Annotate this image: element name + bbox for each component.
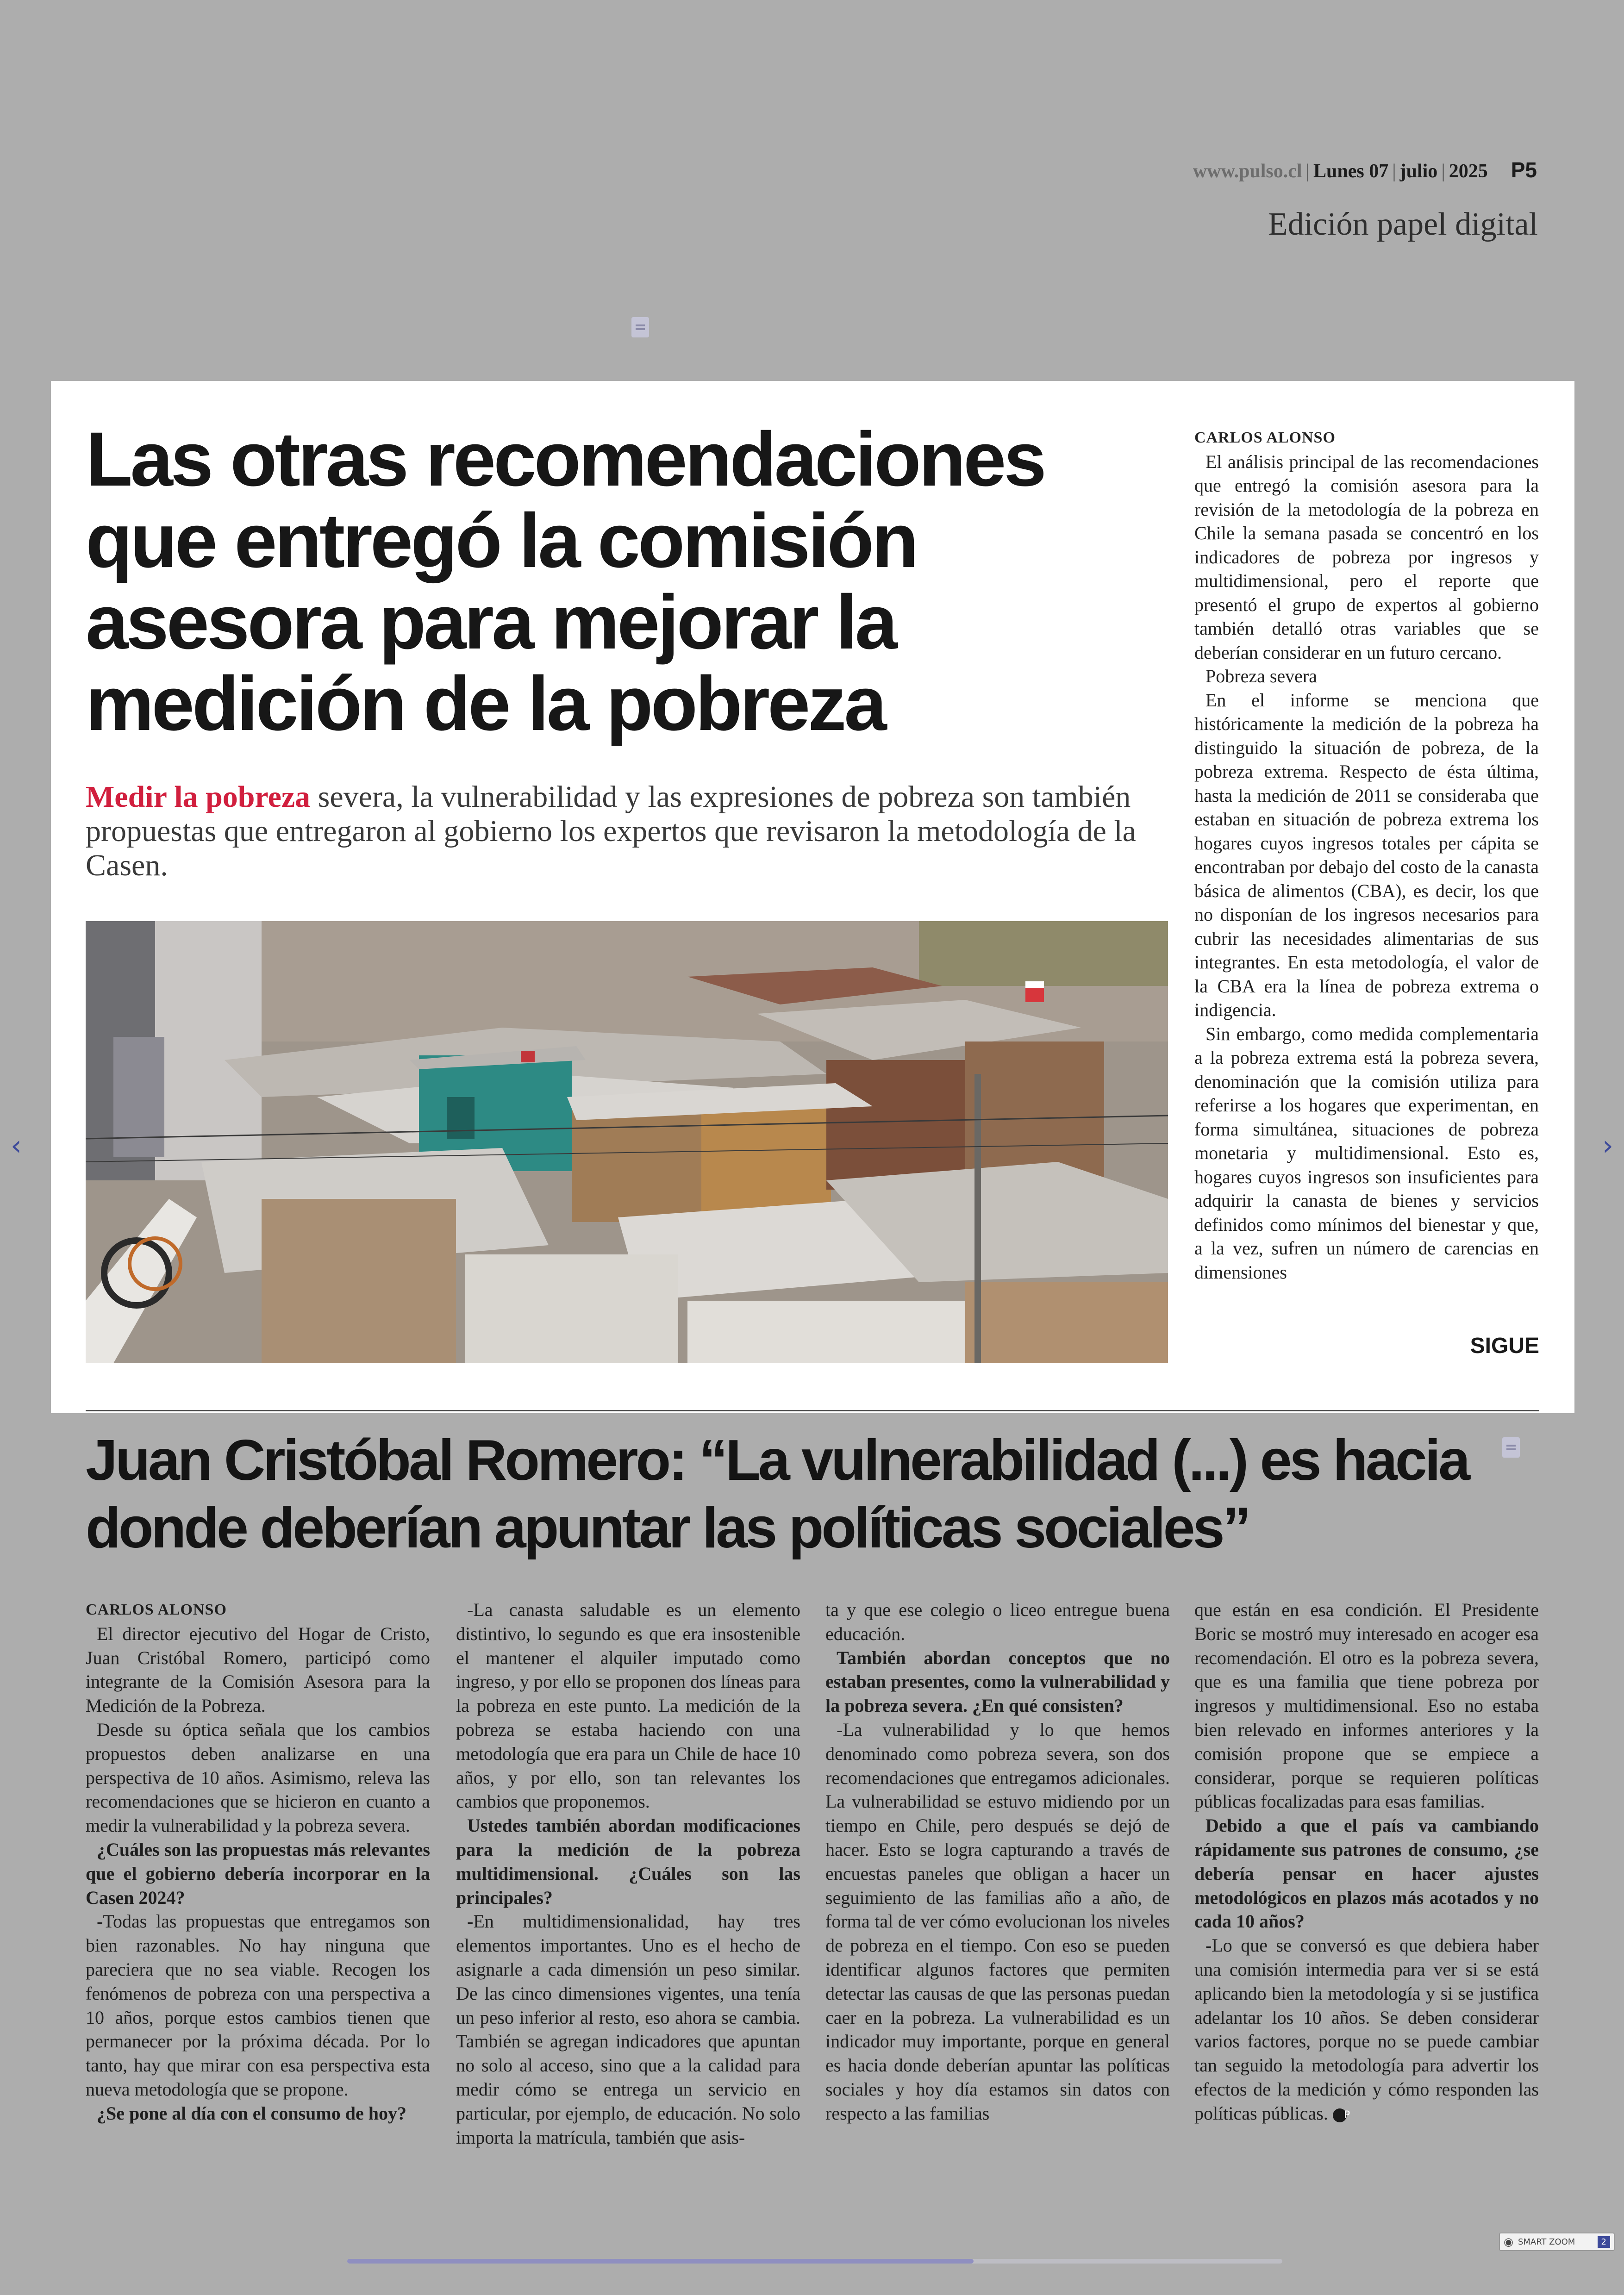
- lead-text: severa, la vulnerabilidad y las expresiones de pobreza son también propuestas que entregaron al gobierno los expertos que revisaron la metodología de la Casen.: [86, 780, 1136, 882]
- subheading: Pobreza severa: [1206, 666, 1317, 686]
- edition-label: Edición papel digital: [1268, 206, 1538, 242]
- end-mark-icon: P: [1333, 2108, 1347, 2122]
- article-lead: [86, 780, 1164, 883]
- smart-zoom-label: SMART ZOOM: [1518, 2237, 1575, 2247]
- note-icon[interactable]: [631, 317, 649, 337]
- paragraph: -La vulnerabilidad y lo que hemos denominado como pobreza severa, son dos recomendaciones que entregamos adicionales. La vulnerabilidad se estuvo midiendo por un tiempo en Chile, pero después se dejó de hacer. Esto se logra capturando a través de encuestas paneles que obligan a hacer un seguimiento de las familias año a año, de forma tal de ver cómo evolucionan los niveles de pobreza en el tiempo. Con eso se pueden identificar algunos factores que permiten detectar las causas de que las personas puedan caer en la pobreza. La vulnerabilidad es un indicador muy importante, porque en general es hacia donde deberían apuntar las políticas sociales y hoy día estamos sin datos con respecto a las familias: [825, 1719, 1170, 2124]
- question: Ustedes también abordan modificaciones para la medición de la pobreza multidimensional. ¿Cuáles son las principales?: [456, 1815, 800, 1908]
- paragraph: Desde su óptica señala que los cambios propuestos deben analizarse en una perspectiva de 10 años. Asimismo, releva las recomendaciones que se hicieron en cuanto a medir la vulnerabilidad y la pobreza severa.: [86, 1719, 430, 1836]
- prev-page-arrow-icon[interactable]: ‹: [11, 1129, 22, 1162]
- question: Debido a que el país va cambiando rápidamente sus patrones de consumo, ¿se debería pensar en hacer ajustes metodológicos en plazos más acotados y no cada 10 años?: [1194, 1815, 1539, 1932]
- paragraph: En el informe se menciona que históricamente la medición de la pobreza ha distinguido la situación de pobreza, de la pobreza extrema. Respecto de ésta última, hasta la medición de 2011 se consideraba que estaban en situación de pobreza extrema los hogares cuyos ingresos totales per cápita se encontraban por debajo del costo de la canasta básica de alimentos (CBA), es decir, los que no disponían de los ingresos necesarios para cubrir las necesidades alimentarias de sus integrantes. En esta metodología, el valor de la CBA era la línea de pobreza extrema o indigencia.: [1194, 689, 1539, 1020]
- date-month: julio: [1399, 161, 1438, 182]
- article-photo: [86, 921, 1168, 1363]
- paragraph: El análisis principal de las recomendaciones que entregó la comisión asesora para la revisión de la metodología de la pobreza en Chile la semana pasada se concentró en los indicadores de pobreza por ingresos y multidimensional, pero el reporte que presentó el grupo de expertos al gobierno también detalló otras variables que se deberían considerar en un futuro cercano.: [1194, 451, 1539, 663]
- interview-column-1: [86, 1598, 430, 2126]
- interview-headline: Juan Cristóbal Romero: “La vulnerabilidad (...) es hacia donde deberían apuntar las políticas sociales”: [86, 1428, 1468, 1560]
- interview-column-3: [825, 1598, 1170, 2126]
- next-page-arrow-icon[interactable]: ›: [1602, 1129, 1613, 1162]
- byline: CARLOS ALONSO: [86, 1601, 227, 1618]
- smart-zoom-page: 2: [1598, 2236, 1610, 2248]
- page-progress-fill: [347, 2259, 974, 2264]
- byline: CARLOS ALONSO: [1194, 429, 1336, 446]
- paragraph: Sin embargo, como medida complementaria a la pobreza extrema está la pobreza severa, denominación que la comisión utiliza para referirse a los hogares que experimentan, en forma simultánea, situaciones de pobreza monetaria y multidimensional. Esto es, hogares cuyos ingresos son insuficientes para adquirir la canasta de bienes y servicios definidos como mínimos del bienestar y que, a la vez, sufren un número de carencias en dimensiones: [1194, 1023, 1539, 1283]
- eye-icon: ◉: [1504, 2235, 1513, 2248]
- paragraph: que están en esa condición. El Presidente Boric se mostró muy interesado en acoger esa recomendación. El otro es la pobreza severa, que es una familia que tiene pobreza por ingresos y multidimensional. Eso no estaba bien relevado en informes anteriores y la comisión propone que se empiece a considerar, porque se requieren políticas públicas focalizadas para esas familias.: [1194, 1599, 1539, 1812]
- shanty-town-photo: [86, 921, 1168, 1363]
- date-day: Lunes 07: [1313, 161, 1389, 182]
- paragraph-text: -Lo que se conversó es que debiera haber una comisión intermedia para ver si se está aplicando bien la metodología y si se justifica adelantar los 10 años. Se deben considerar varios factores, porque no se puede cambiar tan seguido la metodología para advertir los efectos de la medición y cómo responden las políticas públicas.: [1194, 1935, 1539, 2124]
- date-year: 2025: [1449, 161, 1488, 182]
- masthead: www.pulso.cl | Lunes 07 | julio | 2025 P5: [1193, 158, 1537, 182]
- question: ¿Se pone al día con el consumo de hoy?: [97, 2102, 406, 2124]
- paragraph: -La canasta saludable es un elemento distintivo, lo segundo es que era insostenible el mantener el alquiler imputado como ingreso, y por ello se proponen dos líneas para la pobreza en este punto. La medición de la pobreza se estaba haciendo con una metodología que era para un Chile de hace 10 años, y por ello, son tan relevantes los cambios que proponemos.: [456, 1599, 800, 1812]
- divider: [86, 1410, 1539, 1411]
- continue-label[interactable]: SIGUE: [1470, 1334, 1539, 1358]
- page-number: P5: [1511, 158, 1537, 182]
- paragraph: El director ejecutivo del Hogar de Cristo, Juan Cristóbal Romero, participó como integrante de la Comisión Asesora para la Medición de la Pobreza.: [86, 1623, 430, 1716]
- smart-zoom-button[interactable]: [1499, 2233, 1615, 2251]
- paragraph: ta y que ese colegio o liceo entregue buena educación.: [825, 1599, 1170, 1644]
- paragraph: [1194, 1933, 1539, 2125]
- lead-kicker: Medir la pobreza: [86, 780, 311, 814]
- article-headline: Las otras recomendaciones que entregó la comisión asesora para mejorar la medición de la pobreza: [86, 417, 1044, 747]
- interview-column-4: [1194, 1598, 1539, 2126]
- paragraph: -En multidimensionalidad, hay tres elementos importantes. Uno es el hecho de asignarle a cada dimensión un peso similar. De las cinco dimensiones vigentes, una tenía un peso inferior al resto, eso ahora se cambia. También se agregan indicadores que apuntan no solo al acceso, sino que a la calidad para medir cómo se entrega un servicio en particular, por ejemplo, de educación. No solo importa la matrícula, también que asis-: [456, 1911, 800, 2148]
- question: También abordan conceptos que no estaban presentes, como la vulnerabilidad y la pobreza severa. ¿En qué consisten?: [825, 1647, 1170, 1716]
- paragraph: -Todas las propuestas que entregamos son bien razonables. No hay ninguna que pareciera que no sea viable. Recogen los fenómenos de pobreza con una perspectiva a 10 años, porque estos cambios tienen que permanecer por la próxima década. Por lo tanto, hay que mirar con esa perspectiva esta nueva metodología que se propone.: [86, 1911, 430, 2100]
- interview-column-2: [456, 1598, 800, 2149]
- question: ¿Cuáles son las propuestas más relevantes que el gobierno debería incorporar en la Casen 2024?: [86, 1839, 430, 1908]
- article-body: [1194, 426, 1539, 1284]
- site-url[interactable]: www.pulso.cl: [1193, 161, 1302, 182]
